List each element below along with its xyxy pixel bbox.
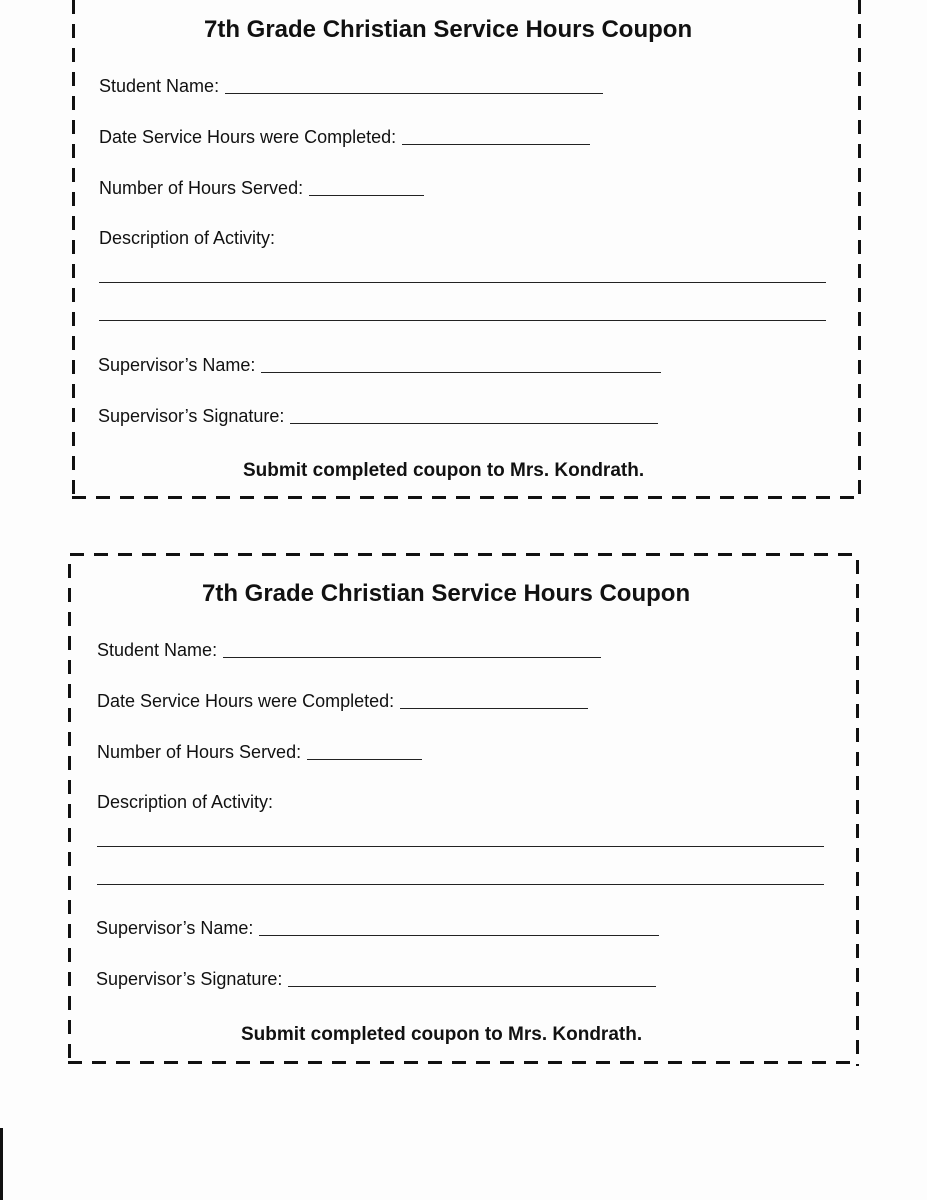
- supervisor-signature-line[interactable]: [288, 985, 656, 987]
- supervisor-name-label: Supervisor’s Name:: [96, 918, 254, 938]
- student-name-label: Student Name:: [99, 76, 220, 96]
- date-completed-label: Date Service Hours were Completed:: [97, 691, 395, 711]
- supervisor-name-line[interactable]: [259, 934, 659, 936]
- student-name-field[interactable]: [97, 640, 601, 661]
- description-label: Description of Activity:: [97, 792, 274, 812]
- description-line-1[interactable]: [97, 846, 824, 847]
- submit-instructions: Submit completed coupon to Mrs. Kondrath.: [241, 1024, 643, 1045]
- hours-served-field[interactable]: [97, 742, 422, 763]
- submit-instructions: Submit completed coupon to Mrs. Kondrath.: [243, 460, 645, 481]
- coupon-title: 7th Grade Christian Service Hours Coupon: [204, 16, 693, 43]
- coupon-border-right: [856, 560, 859, 1066]
- coupon-border-top: [70, 553, 858, 556]
- date-completed-field[interactable]: [97, 691, 588, 712]
- description-line-2[interactable]: [97, 884, 824, 885]
- date-completed-line[interactable]: [400, 707, 588, 709]
- supervisor-signature-label: Supervisor’s Signature:: [98, 406, 285, 426]
- student-name-label: Student Name:: [97, 640, 218, 660]
- scan-edge-mark: [0, 1128, 3, 1200]
- student-name-line[interactable]: [223, 656, 601, 658]
- coupon-title: 7th Grade Christian Service Hours Coupon: [202, 580, 691, 607]
- supervisor-signature-field[interactable]: [96, 969, 656, 990]
- supervisor-signature-label: Supervisor’s Signature:: [96, 969, 283, 989]
- description-field: [97, 792, 273, 813]
- coupon-border-bottom: [68, 1061, 858, 1064]
- coupon-border-left: [68, 564, 71, 1064]
- supervisor-name-field[interactable]: [96, 918, 659, 939]
- description-label: Description of Activity:: [99, 228, 276, 248]
- hours-served-label: Number of Hours Served:: [97, 742, 302, 762]
- supervisor-name-label: Supervisor’s Name:: [98, 355, 256, 375]
- date-completed-label: Date Service Hours were Completed:: [99, 127, 397, 147]
- hours-served-label: Number of Hours Served:: [99, 178, 304, 198]
- hours-served-line[interactable]: [307, 758, 422, 760]
